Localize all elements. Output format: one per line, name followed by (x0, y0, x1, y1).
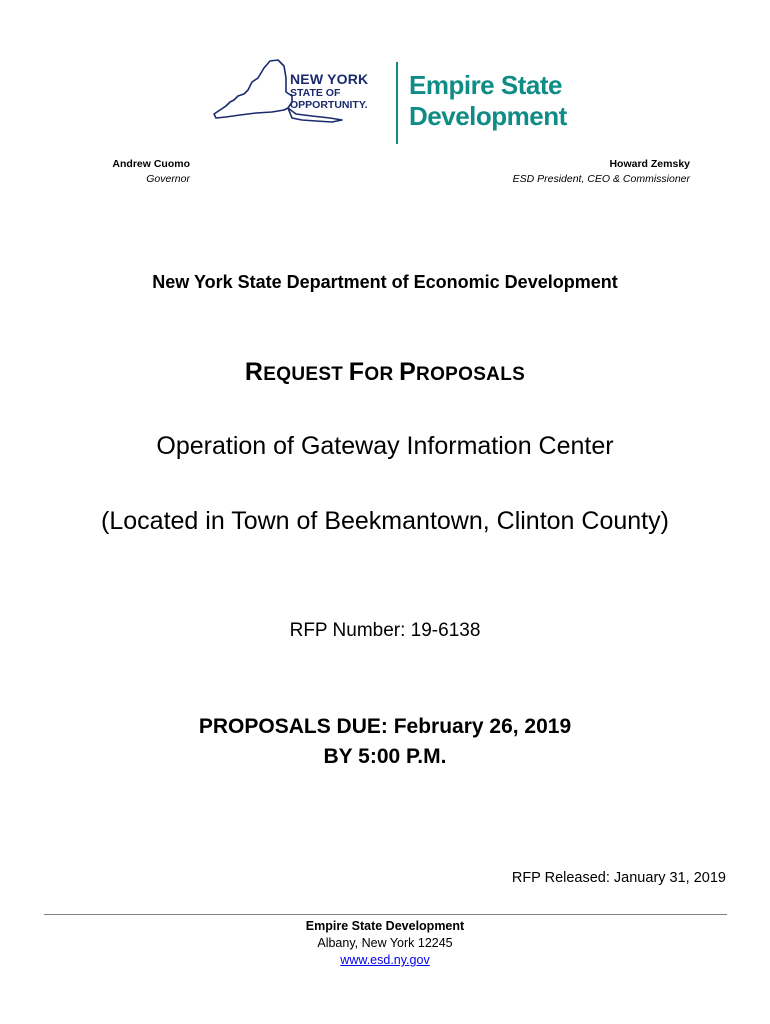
footer (0, 918, 770, 969)
governor-name: Andrew Cuomo (112, 158, 190, 170)
esd-line-2: Development (409, 101, 567, 131)
esd-line-1: Empire State (409, 70, 562, 100)
project-title: Operation of Gateway Information Center (156, 432, 614, 460)
header-logo (212, 58, 582, 150)
esd-wordmark (409, 70, 567, 132)
logo-divider (396, 62, 398, 144)
footer-organization: Empire State Development (305, 919, 465, 933)
document-title: REQUEST FOR PROPOSALS (244, 358, 526, 386)
proposals-due (0, 712, 770, 772)
governor-title: Governor (146, 173, 190, 185)
nys-line-2: STATE OF (290, 87, 341, 99)
president-title: ESD President, CEO & Commissioner (512, 173, 690, 185)
nys-line-3: OPPORTUNITY. (290, 98, 368, 111)
president-block (430, 158, 690, 185)
release-date: RFP Released: January 31, 2019 (511, 870, 726, 886)
website-link[interactable]: www.esd.ny.gov (340, 953, 430, 967)
department-heading: New York State Department of Economic Development (152, 272, 618, 292)
project-location: (Located in Town of Beekmantown, Clinton County) (101, 507, 669, 535)
governor-block (90, 158, 190, 185)
rfp-number: RFP Number: 19-6138 (289, 620, 481, 641)
nys-line-1: NEW YORK (290, 71, 369, 87)
president-name: Howard Zemsky (609, 158, 690, 170)
footer-divider (44, 914, 727, 915)
due-date: PROPOSALS DUE: February 26, 2019 (198, 715, 572, 738)
nys-wordmark (290, 72, 368, 110)
due-time: BY 5:00 P.M. (323, 745, 447, 768)
footer-address: Albany, New York 12245 (317, 936, 453, 950)
